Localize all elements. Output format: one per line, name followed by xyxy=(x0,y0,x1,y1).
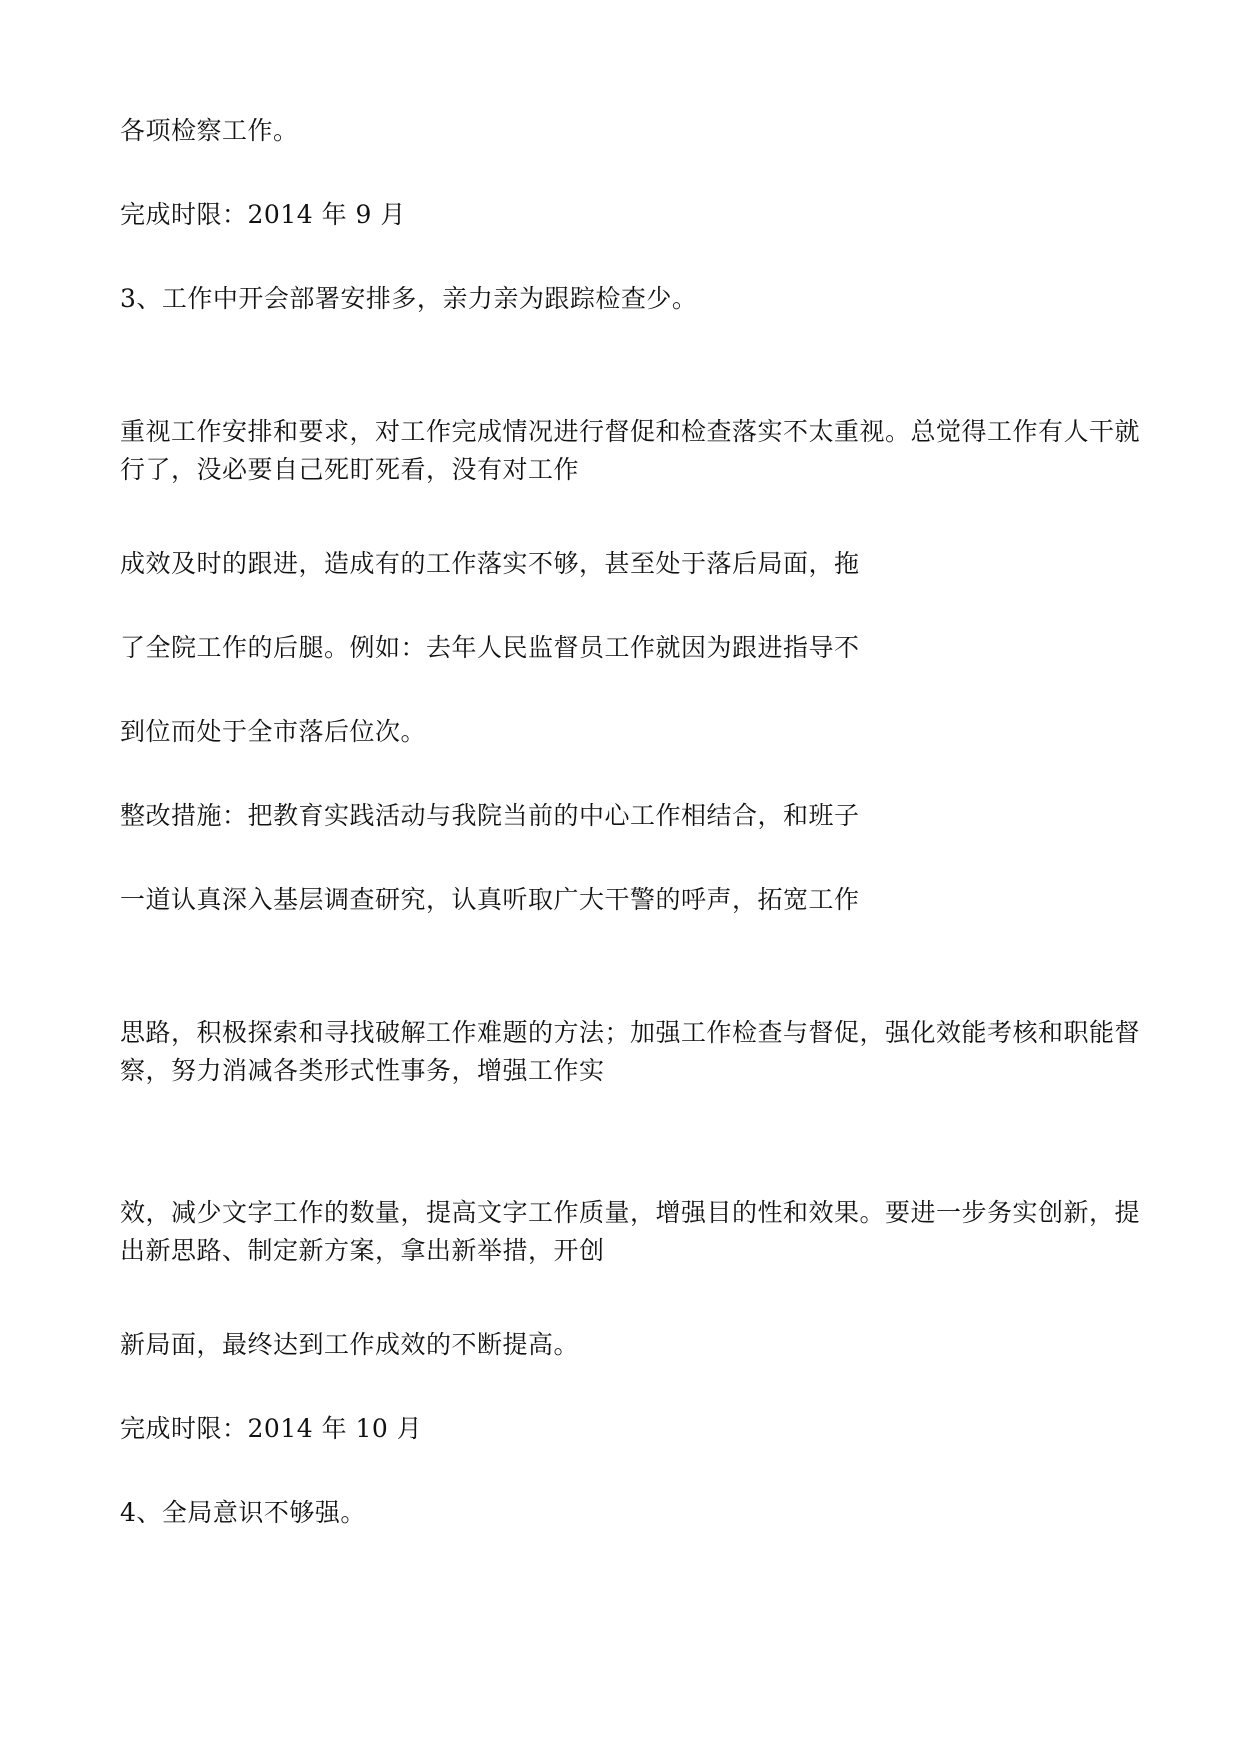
text-line: 3、工作中开会部署安排多，亲力亲为跟踪检查少。 xyxy=(120,284,698,313)
text-line: 思路，积极探索和寻找破解工作难题的方法；加强工作检查与督促，强化效能考核和职能督 xyxy=(120,1018,1141,1047)
text-line: 各项检察工作。 xyxy=(120,116,299,145)
text-line: 察，努力消减各类形式性事务，增强工作实 xyxy=(120,1056,605,1085)
text-line: 成效及时的跟进，造成有的工作落实不够，甚至处于落后局面，拖 xyxy=(120,549,860,578)
text-line: 整改措施：把教育实践活动与我院当前的中心工作相结合，和班子 xyxy=(120,801,860,830)
text-line: 完成时限：2014 年 9 月 xyxy=(120,200,406,229)
text-line: 效，减少文字工作的数量，提高文字工作质量，增强目的性和效果。要进一步务实创新，提 xyxy=(120,1198,1141,1227)
text-line: 4、全局意识不够强。 xyxy=(120,1498,366,1527)
paragraph-5 xyxy=(120,545,1130,583)
paragraph-14 xyxy=(120,1494,1130,1532)
paragraph-10 xyxy=(120,1014,1141,1090)
text-line: 新局面，最终达到工作成效的不断提高。 xyxy=(120,1330,580,1359)
text-line: 出新思路、制定新方案，拿出新举措，开创 xyxy=(120,1236,605,1265)
paragraph-7 xyxy=(120,713,1130,751)
paragraph-3 xyxy=(120,280,1130,318)
text-line: 重视工作安排和要求，对工作完成情况进行督促和检查落实不太重视。总觉得工作有人干就 xyxy=(120,417,1141,446)
text-line: 到位而处于全市落后位次。 xyxy=(120,717,427,746)
text-line: 了全院工作的后腿。例如：去年人民监督员工作就因为跟进指导不 xyxy=(120,633,860,662)
paragraph-12 xyxy=(120,1326,1130,1364)
paragraph-6 xyxy=(120,629,1130,667)
text-line: 完成时限：2014 年 10 月 xyxy=(120,1414,423,1443)
text-line: 行了，没必要自己死盯死看，没有对工作 xyxy=(120,455,580,484)
paragraph-4 xyxy=(120,413,1141,489)
text-line: 一道认真深入基层调查研究，认真听取广大干警的呼声，拓宽工作 xyxy=(120,885,860,914)
paragraph-8 xyxy=(120,797,1130,835)
paragraph-11 xyxy=(120,1194,1141,1270)
paragraph-2 xyxy=(120,196,1130,234)
paragraph-9 xyxy=(120,881,1130,919)
paragraph-13 xyxy=(120,1410,1130,1448)
paragraph-1 xyxy=(120,112,1130,150)
